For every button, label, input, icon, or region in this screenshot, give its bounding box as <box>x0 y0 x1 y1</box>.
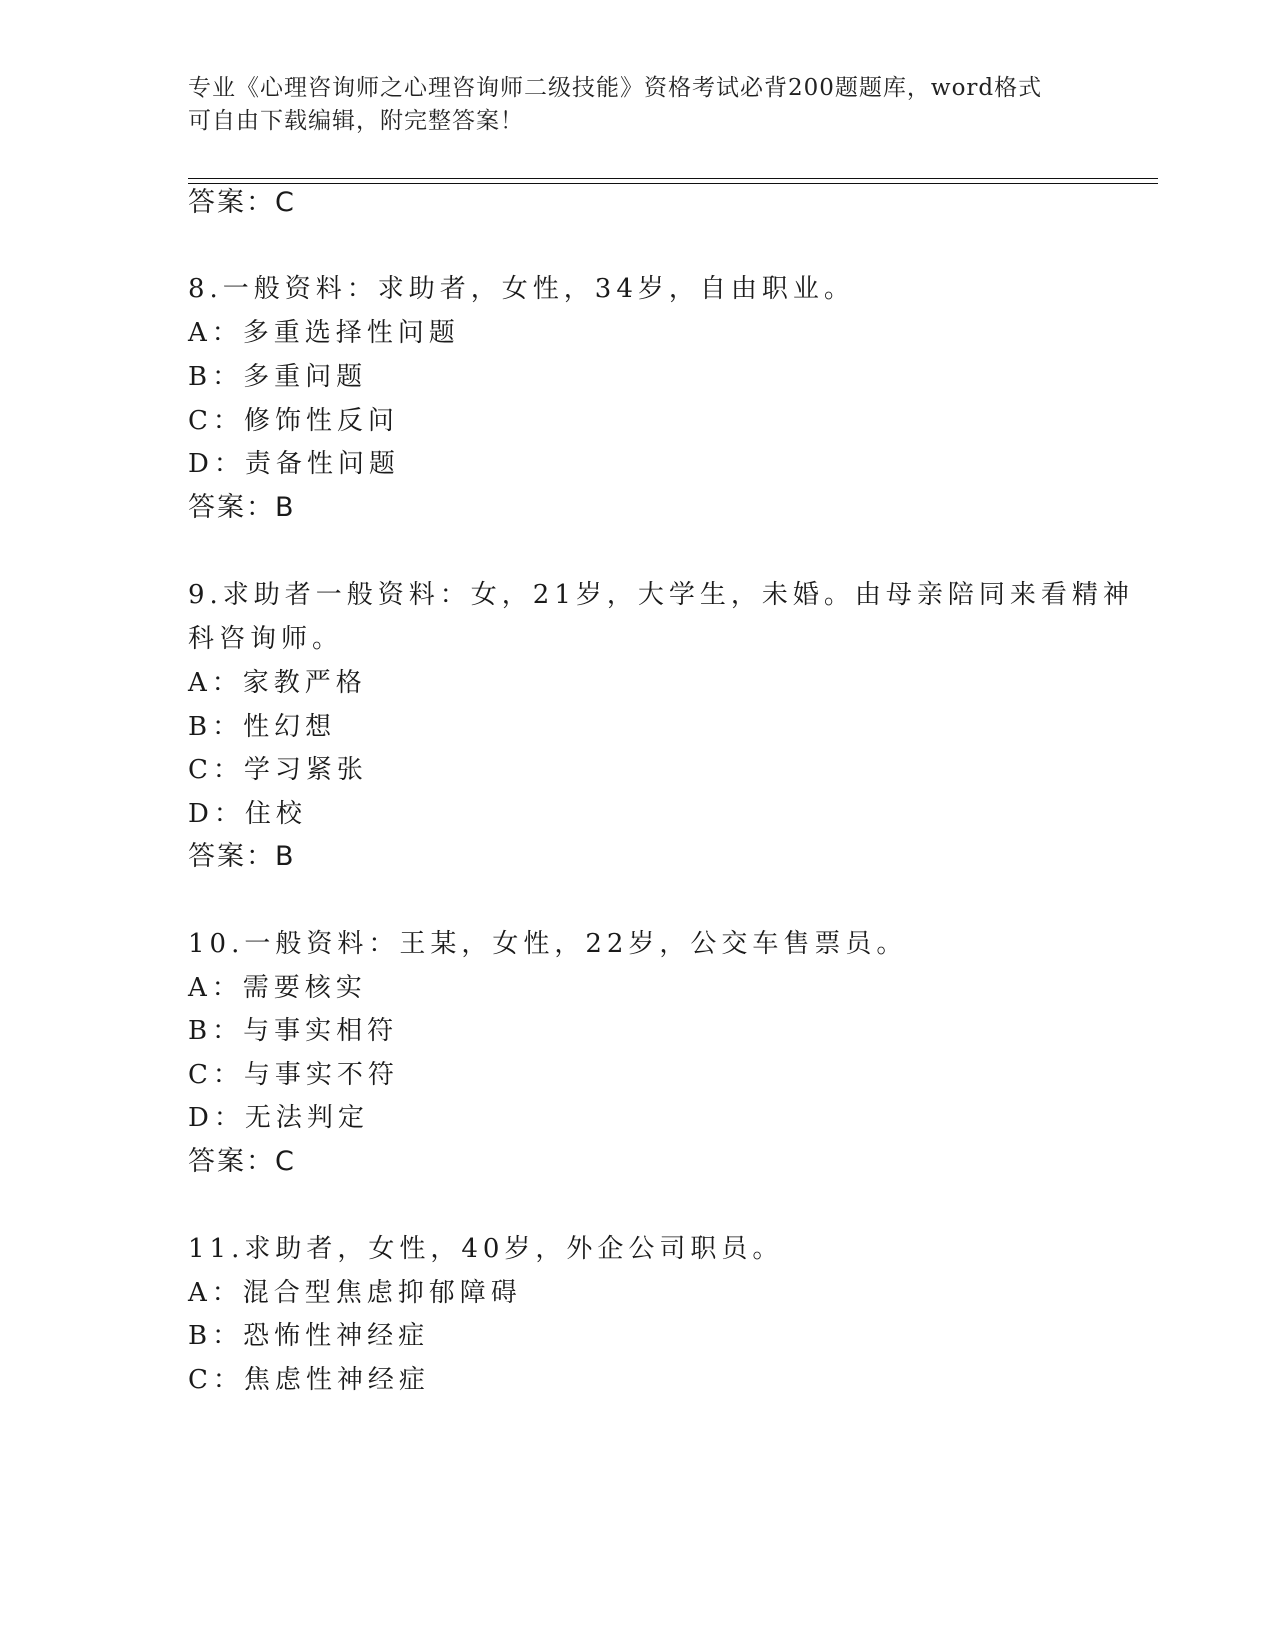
option-c: C：与事实不符 <box>188 1060 399 1090</box>
option-c: C：焦虑性神经症 <box>188 1365 430 1395</box>
question-stem: 8.一般资料：求助者，女性，34岁，自由职业。 <box>188 274 855 304</box>
question-stem-line-2: 科咨询师。 <box>188 624 344 654</box>
header-line-2: 可自由下载编辑，附完整答案！ <box>188 108 524 134</box>
answer-line: 答案：C <box>188 1146 296 1177</box>
option-a: A：需要核实 <box>188 973 367 1003</box>
option-d: D：无法判定 <box>188 1103 369 1133</box>
option-d: D：住校 <box>188 799 307 829</box>
header-line-1: 专业《心理咨询师之心理咨询师二级技能》资格考试必背200题题库，word格式 <box>188 75 1043 101</box>
question-stem-line-1: 9.求助者一般资料：女，21岁，大学生，未婚。由母亲陪同来看精神 <box>188 580 1134 610</box>
option-a: A：混合型焦虑抑郁障碍 <box>188 1278 522 1308</box>
header-divider-bottom <box>188 183 1158 184</box>
option-b: B：与事实相符 <box>188 1016 399 1046</box>
option-d: D：责备性问题 <box>188 449 400 479</box>
option-a: A：多重选择性问题 <box>188 318 460 348</box>
option-c: C：修饰性反问 <box>188 406 399 436</box>
header-divider-top <box>188 178 1158 179</box>
option-b: B：性幻想 <box>188 712 337 742</box>
option-c: C：学习紧张 <box>188 755 368 785</box>
question-stem: 10.一般资料：王某，女性，22岁，公交车售票员。 <box>188 929 908 959</box>
answer-line: 答案：B <box>188 492 296 523</box>
option-b: B：多重问题 <box>188 362 368 392</box>
question-stem: 11.求助者，女性，40岁，外企公司职员。 <box>188 1234 784 1264</box>
answer-line: 答案：C <box>188 187 296 218</box>
option-a: A：家教严格 <box>188 668 367 698</box>
answer-line: 答案：B <box>188 841 296 872</box>
document-header <box>188 72 1088 138</box>
option-b: B：恐怖性神经症 <box>188 1321 430 1351</box>
